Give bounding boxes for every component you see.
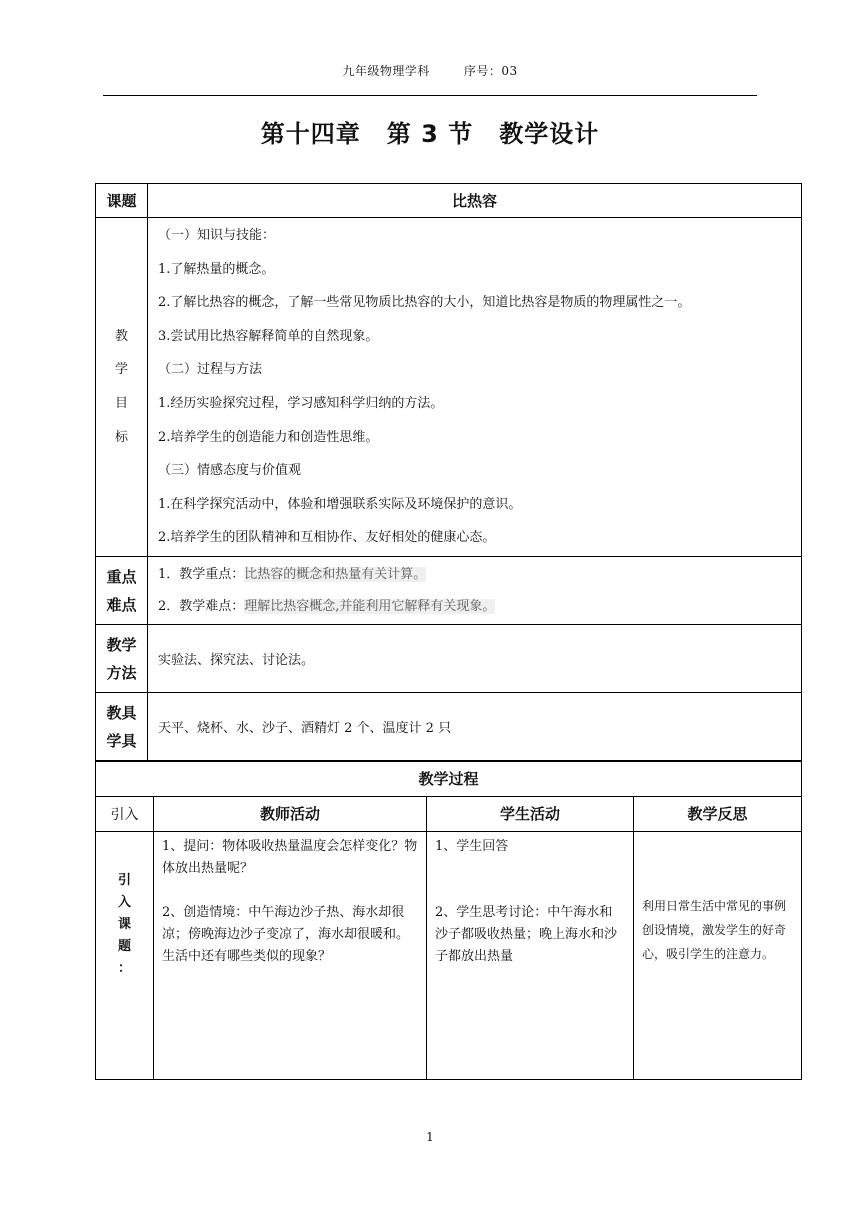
key-point-prefix: 1．教学重点： <box>158 566 245 582</box>
objectives-row <box>96 218 802 557</box>
teaching-process-table <box>95 761 802 1080</box>
objective-line: （三）情感态度与价值观 <box>158 463 302 479</box>
methods-value: 实验法、探究法、讨论法。 <box>148 625 802 693</box>
intro-label-char: ： <box>117 961 131 976</box>
col-header-intro: 引入 <box>96 797 154 832</box>
page-header <box>0 62 860 79</box>
keypoints-label-line: 重点 <box>106 567 137 586</box>
intro-label-char: 引 <box>117 873 131 888</box>
intro-label-char: 课 <box>117 917 131 932</box>
col-header-reflection: 教学反思 <box>634 797 802 832</box>
teacher-activity-2: 2、创造情境：中午海边沙子热、海水却很凉；傍晚海边沙子变凉了，海水却很暖和。生活中还有哪些类似的现象？ <box>162 905 410 964</box>
lesson-info-table <box>95 183 802 761</box>
page-number: 1 <box>426 1130 434 1144</box>
objective-line: 2.培养学生的团队精神和互相协作、友好相处的健康心态。 <box>158 530 496 546</box>
objectives-label-char: 目 <box>114 396 128 411</box>
key-point-text: 比热容的概念和热量有关计算。 <box>244 566 427 582</box>
tools-row <box>96 693 802 761</box>
document-title <box>0 114 860 149</box>
objective-line: （二）过程与方法 <box>158 362 263 378</box>
difficulty-line <box>158 591 801 623</box>
topic-row <box>96 184 802 218</box>
key-point-line <box>158 559 801 591</box>
objective-line: 1.了解热量的概念。 <box>158 261 275 277</box>
difficulty-prefix: 2．教学难点： <box>158 598 245 614</box>
tools-label-line: 教具 <box>106 703 137 722</box>
keypoints-row <box>96 557 802 625</box>
title-section: 第 3 节 <box>386 120 474 148</box>
header-subject: 九年级物理学科 <box>342 64 430 78</box>
keypoints-content <box>148 557 802 625</box>
objective-line: 3.尝试用比热容解释简单的自然现象。 <box>158 328 379 344</box>
intro-row-label <box>96 832 154 1080</box>
methods-row <box>96 625 802 693</box>
difficulty-text: 理解比热容概念,并能利用它解释有关现象。 <box>244 598 496 614</box>
keypoints-label-line: 难点 <box>106 595 137 614</box>
methods-label <box>96 625 148 693</box>
process-intro-row <box>96 832 802 1080</box>
teacher-activity-1: 1、提问：物体吸收热量温度会怎样变化？物体放出热量呢？ <box>162 839 418 876</box>
objective-line: 2.了解比热容的概念，了解一些常见物质比热容的大小，知道比热容是物质的物理属性之一。 <box>158 295 691 311</box>
topic-label: 课题 <box>96 184 148 218</box>
keypoints-label <box>96 557 148 625</box>
intro-label-char: 入 <box>117 895 131 910</box>
student-activity-2: 2、学生思考讨论：中午海水和沙子都吸收热量；晚上海水和沙子都放出热量 <box>435 905 618 964</box>
objective-line: 1.经历实验探究过程，学习感知科学归纳的方法。 <box>158 396 444 411</box>
header-serial: 序号：03 <box>463 64 518 78</box>
process-header-row <box>96 797 802 832</box>
process-title: 教学过程 <box>96 762 802 797</box>
tools-value: 天平、烧杯、水、沙子、酒精灯 2 个、温度计 2 只 <box>148 693 802 761</box>
objective-line: 2.培养学生的创造能力和创造性思维。 <box>158 429 379 445</box>
objectives-content <box>148 218 802 557</box>
header-rule <box>103 95 757 96</box>
objective-line: 1.在科学探究活动中，体验和增强联系实际及环境保护的意识。 <box>158 496 522 512</box>
objectives-label-char: 标 <box>114 429 128 445</box>
teaching-reflection: 利用日常生活中常见的事例创设情境，激发学生的好奇心，吸引学生的注意力。 <box>634 832 802 1080</box>
tools-label-line: 学具 <box>106 731 137 750</box>
tools-label <box>96 693 148 761</box>
topic-value: 比热容 <box>148 184 802 218</box>
teacher-activity <box>154 832 427 1080</box>
intro-label-char: 题 <box>117 939 131 954</box>
col-header-student: 学生活动 <box>427 797 634 832</box>
objectives-label-char: 学 <box>114 362 128 378</box>
student-activity-1: 1、学生回答 <box>435 839 509 854</box>
col-header-teacher: 教师活动 <box>154 797 427 832</box>
student-activity <box>427 832 634 1080</box>
title-chapter: 第十四章 <box>260 120 361 148</box>
objective-line: （一）知识与技能： <box>158 228 276 244</box>
methods-label-line: 方法 <box>106 663 137 682</box>
process-title-row <box>96 762 802 797</box>
objectives-label <box>96 218 148 557</box>
title-design: 教学设计 <box>499 120 600 148</box>
methods-label-line: 教学 <box>106 635 137 654</box>
objectives-label-char: 教 <box>114 328 128 344</box>
